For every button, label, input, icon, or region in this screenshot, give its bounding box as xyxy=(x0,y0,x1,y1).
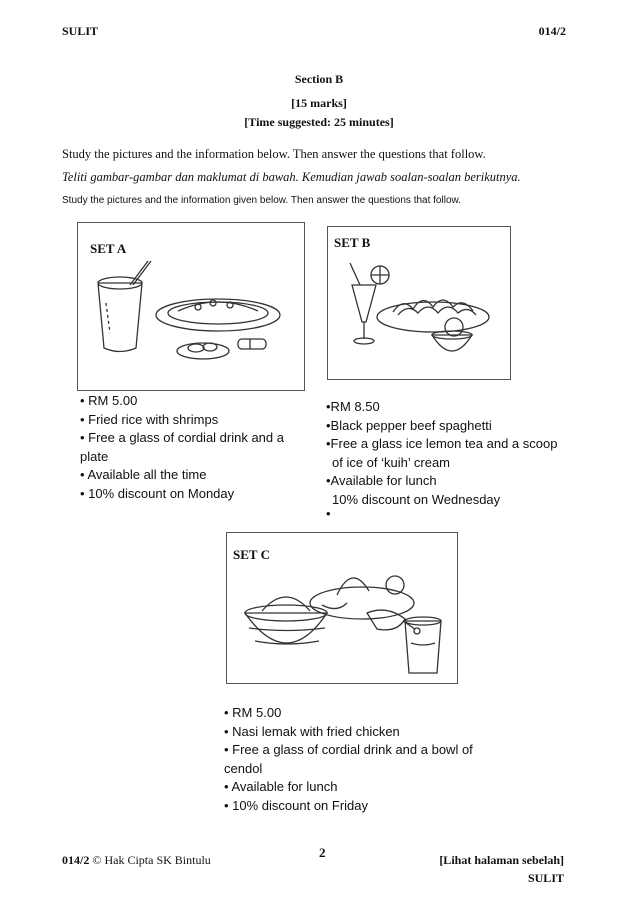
footer-code: 014/2 xyxy=(62,853,90,867)
footer-right: [Lihat halaman sebelah] xyxy=(439,853,564,867)
set-a-discount: • 10% discount on Monday xyxy=(80,485,235,501)
header-right: 014/2 xyxy=(538,24,566,38)
set-c-dish: • Nasi lemak with fried chicken xyxy=(224,723,400,739)
set-c-price: • RM 5.00 xyxy=(224,705,282,720)
set-b-free-cont: of ice of ‘kuih’ cream xyxy=(332,454,451,470)
set-b-label: SET B xyxy=(334,235,371,250)
section-time: [Time suggested: 25 minutes] xyxy=(244,115,394,129)
set-a-free-cont: plate xyxy=(80,448,109,464)
set-c-label: SET C xyxy=(233,547,270,562)
set-c-illustration xyxy=(227,533,457,683)
set-c-free-cont: cendol xyxy=(224,760,263,776)
set-b-dish: •Black pepper beef spaghetti xyxy=(326,417,492,433)
set-a-dish: • Fried rice with shrimps xyxy=(80,411,219,427)
section-title: Section B xyxy=(294,72,344,86)
set-a-picture xyxy=(77,222,305,391)
footer-copyright: © Hak Cipta SK Bintulu xyxy=(92,853,211,867)
instruction-malay: Teliti gambar-gambar dan maklumat di bawah. Kemudian jawab soalan-soalan berikutnya. xyxy=(62,170,521,184)
set-a-info xyxy=(80,392,320,503)
set-b-discount: 10% discount on Wednesday xyxy=(332,491,501,507)
header-left: SULIT xyxy=(62,24,99,38)
set-b-illustration xyxy=(328,227,510,379)
set-b-picture xyxy=(327,226,511,380)
set-b-bullet: • xyxy=(326,506,331,521)
footer-left xyxy=(62,853,211,868)
set-b-price: •RM 8.50 xyxy=(326,399,380,414)
set-a-illustration xyxy=(78,223,304,390)
set-a-free: • Free a glass of cordial drink and a xyxy=(80,430,284,445)
set-b-free: •Free a glass ice lemon tea and a scoop xyxy=(326,436,558,451)
page-number: 2 xyxy=(319,845,326,860)
set-c-discount: • 10% discount on Friday xyxy=(224,797,369,813)
set-c-info xyxy=(224,704,554,815)
set-b-availability: •Available for lunch xyxy=(326,473,437,488)
section-marks: [15 marks] xyxy=(291,96,347,110)
footer-right-sulit: SULIT xyxy=(527,871,564,885)
set-a-price: • RM 5.00 xyxy=(80,393,138,408)
instruction-english: Study the pictures and the information below. Then answer the questions that follow. xyxy=(62,147,486,161)
instruction-small: Study the pictures and the information given below. Then answer the questions that follow. xyxy=(62,195,461,206)
set-c-picture xyxy=(226,532,458,684)
set-b-info xyxy=(326,398,626,519)
set-c-free: • Free a glass of cordial drink and a bowl of xyxy=(224,742,473,757)
set-a-availability: • Available all the time xyxy=(80,467,207,482)
set-c-availability: • Available for lunch xyxy=(224,779,338,794)
set-a-label: SET A xyxy=(90,241,127,256)
